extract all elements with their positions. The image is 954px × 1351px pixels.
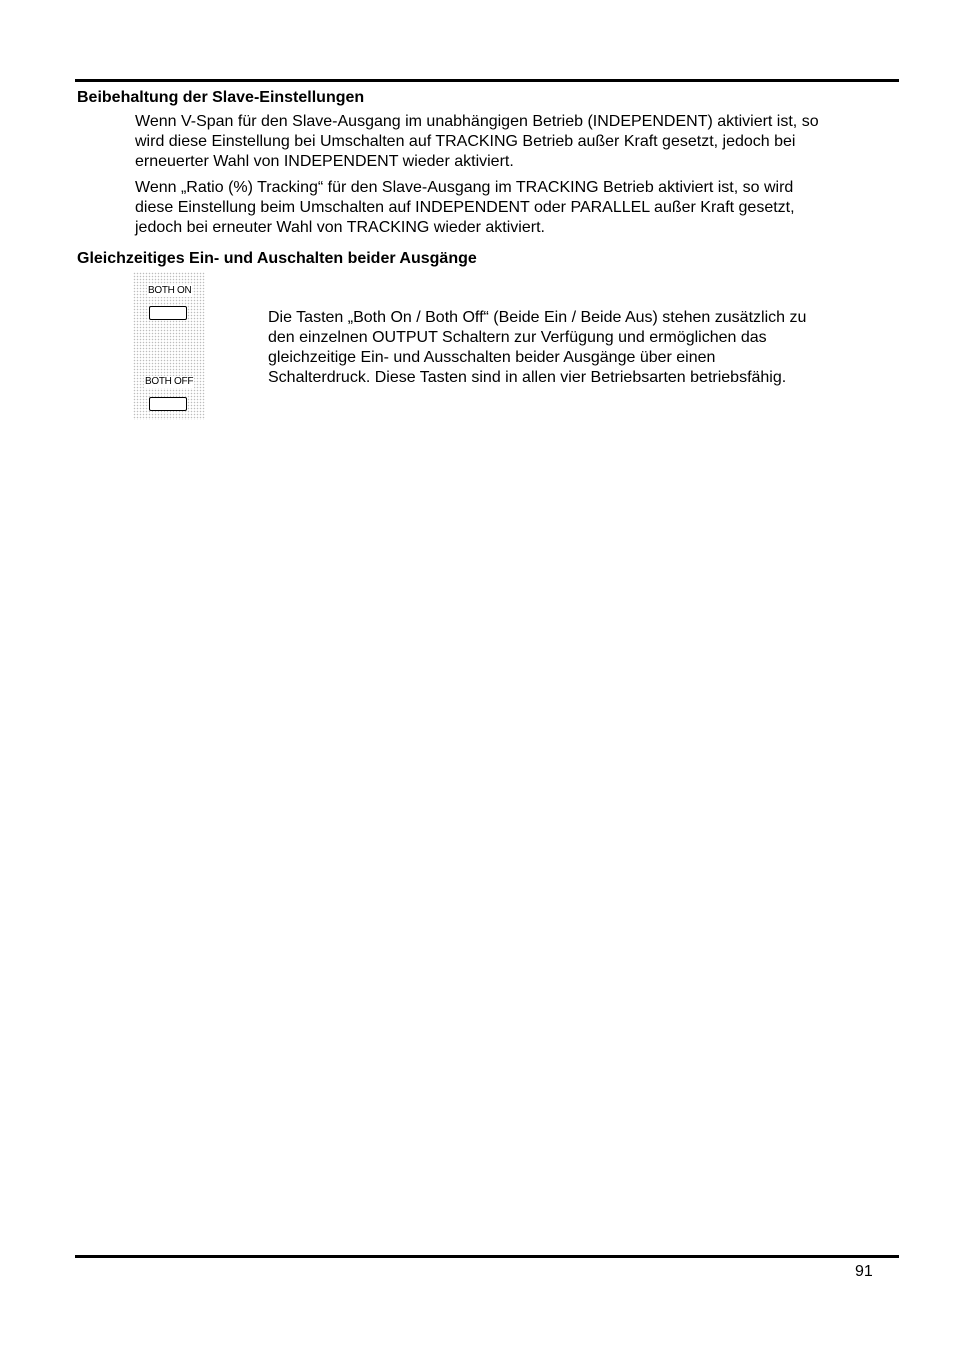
section-heading-both-outputs: Gleichzeitiges Ein- und Auschalten beider Ausgänge bbox=[77, 250, 477, 267]
text-line: Wenn V-Span für den Slave-Ausgang im unabhängigen Betrieb (INDEPENDENT) aktiviert ist, so bbox=[135, 113, 819, 130]
both-on-label: BOTH ON bbox=[148, 285, 192, 296]
paragraph-ratio-tracking bbox=[135, 178, 895, 238]
text-line: Wenn „Ratio (%) Tracking“ für den Slave-Ausgang im TRACKING Betrieb aktiviert ist, so wird bbox=[135, 179, 794, 196]
text-line: gleichzeitige Ein- und Ausschalten beider Ausgänge über einen bbox=[268, 349, 716, 366]
both-off-label: BOTH OFF bbox=[145, 376, 194, 387]
paragraph-both-on-off bbox=[268, 308, 888, 388]
text-line: diese Einstellung beim Umschalten auf INDEPENDENT oder PARALLEL außer Kraft gesetzt, bbox=[135, 199, 795, 216]
text-line: erneuerter Wahl von INDEPENDENT wieder aktiviert. bbox=[135, 153, 514, 170]
text-line: Schalterdruck. Diese Tasten sind in allen vier Betriebsarten betriebsfähig. bbox=[268, 369, 787, 386]
both-off-button-illustration bbox=[149, 397, 187, 411]
text-line: wird diese Einstellung bei Umschalten auf TRACKING Betrieb außer Kraft gesetzt, jedoch bei bbox=[135, 133, 796, 150]
header-rule bbox=[75, 79, 899, 82]
footer-rule bbox=[75, 1255, 899, 1258]
page-number: 91 bbox=[855, 1263, 873, 1280]
paragraph-v-span bbox=[135, 112, 895, 172]
text-line: Die Tasten „Both On / Both Off“ (Beide Ein / Beide Aus) stehen zusätzlich zu bbox=[268, 309, 807, 326]
text-line: den einzelnen OUTPUT Schaltern zur Verfügung und ermöglichen das bbox=[268, 329, 767, 346]
both-on-button-illustration bbox=[149, 306, 187, 320]
text-line: jedoch bei erneuter Wahl von TRACKING wieder aktiviert. bbox=[135, 219, 545, 236]
section-heading-slave-settings: Beibehaltung der Slave-Einstellungen bbox=[77, 89, 365, 106]
both-on-off-panel-illustration bbox=[133, 272, 205, 420]
